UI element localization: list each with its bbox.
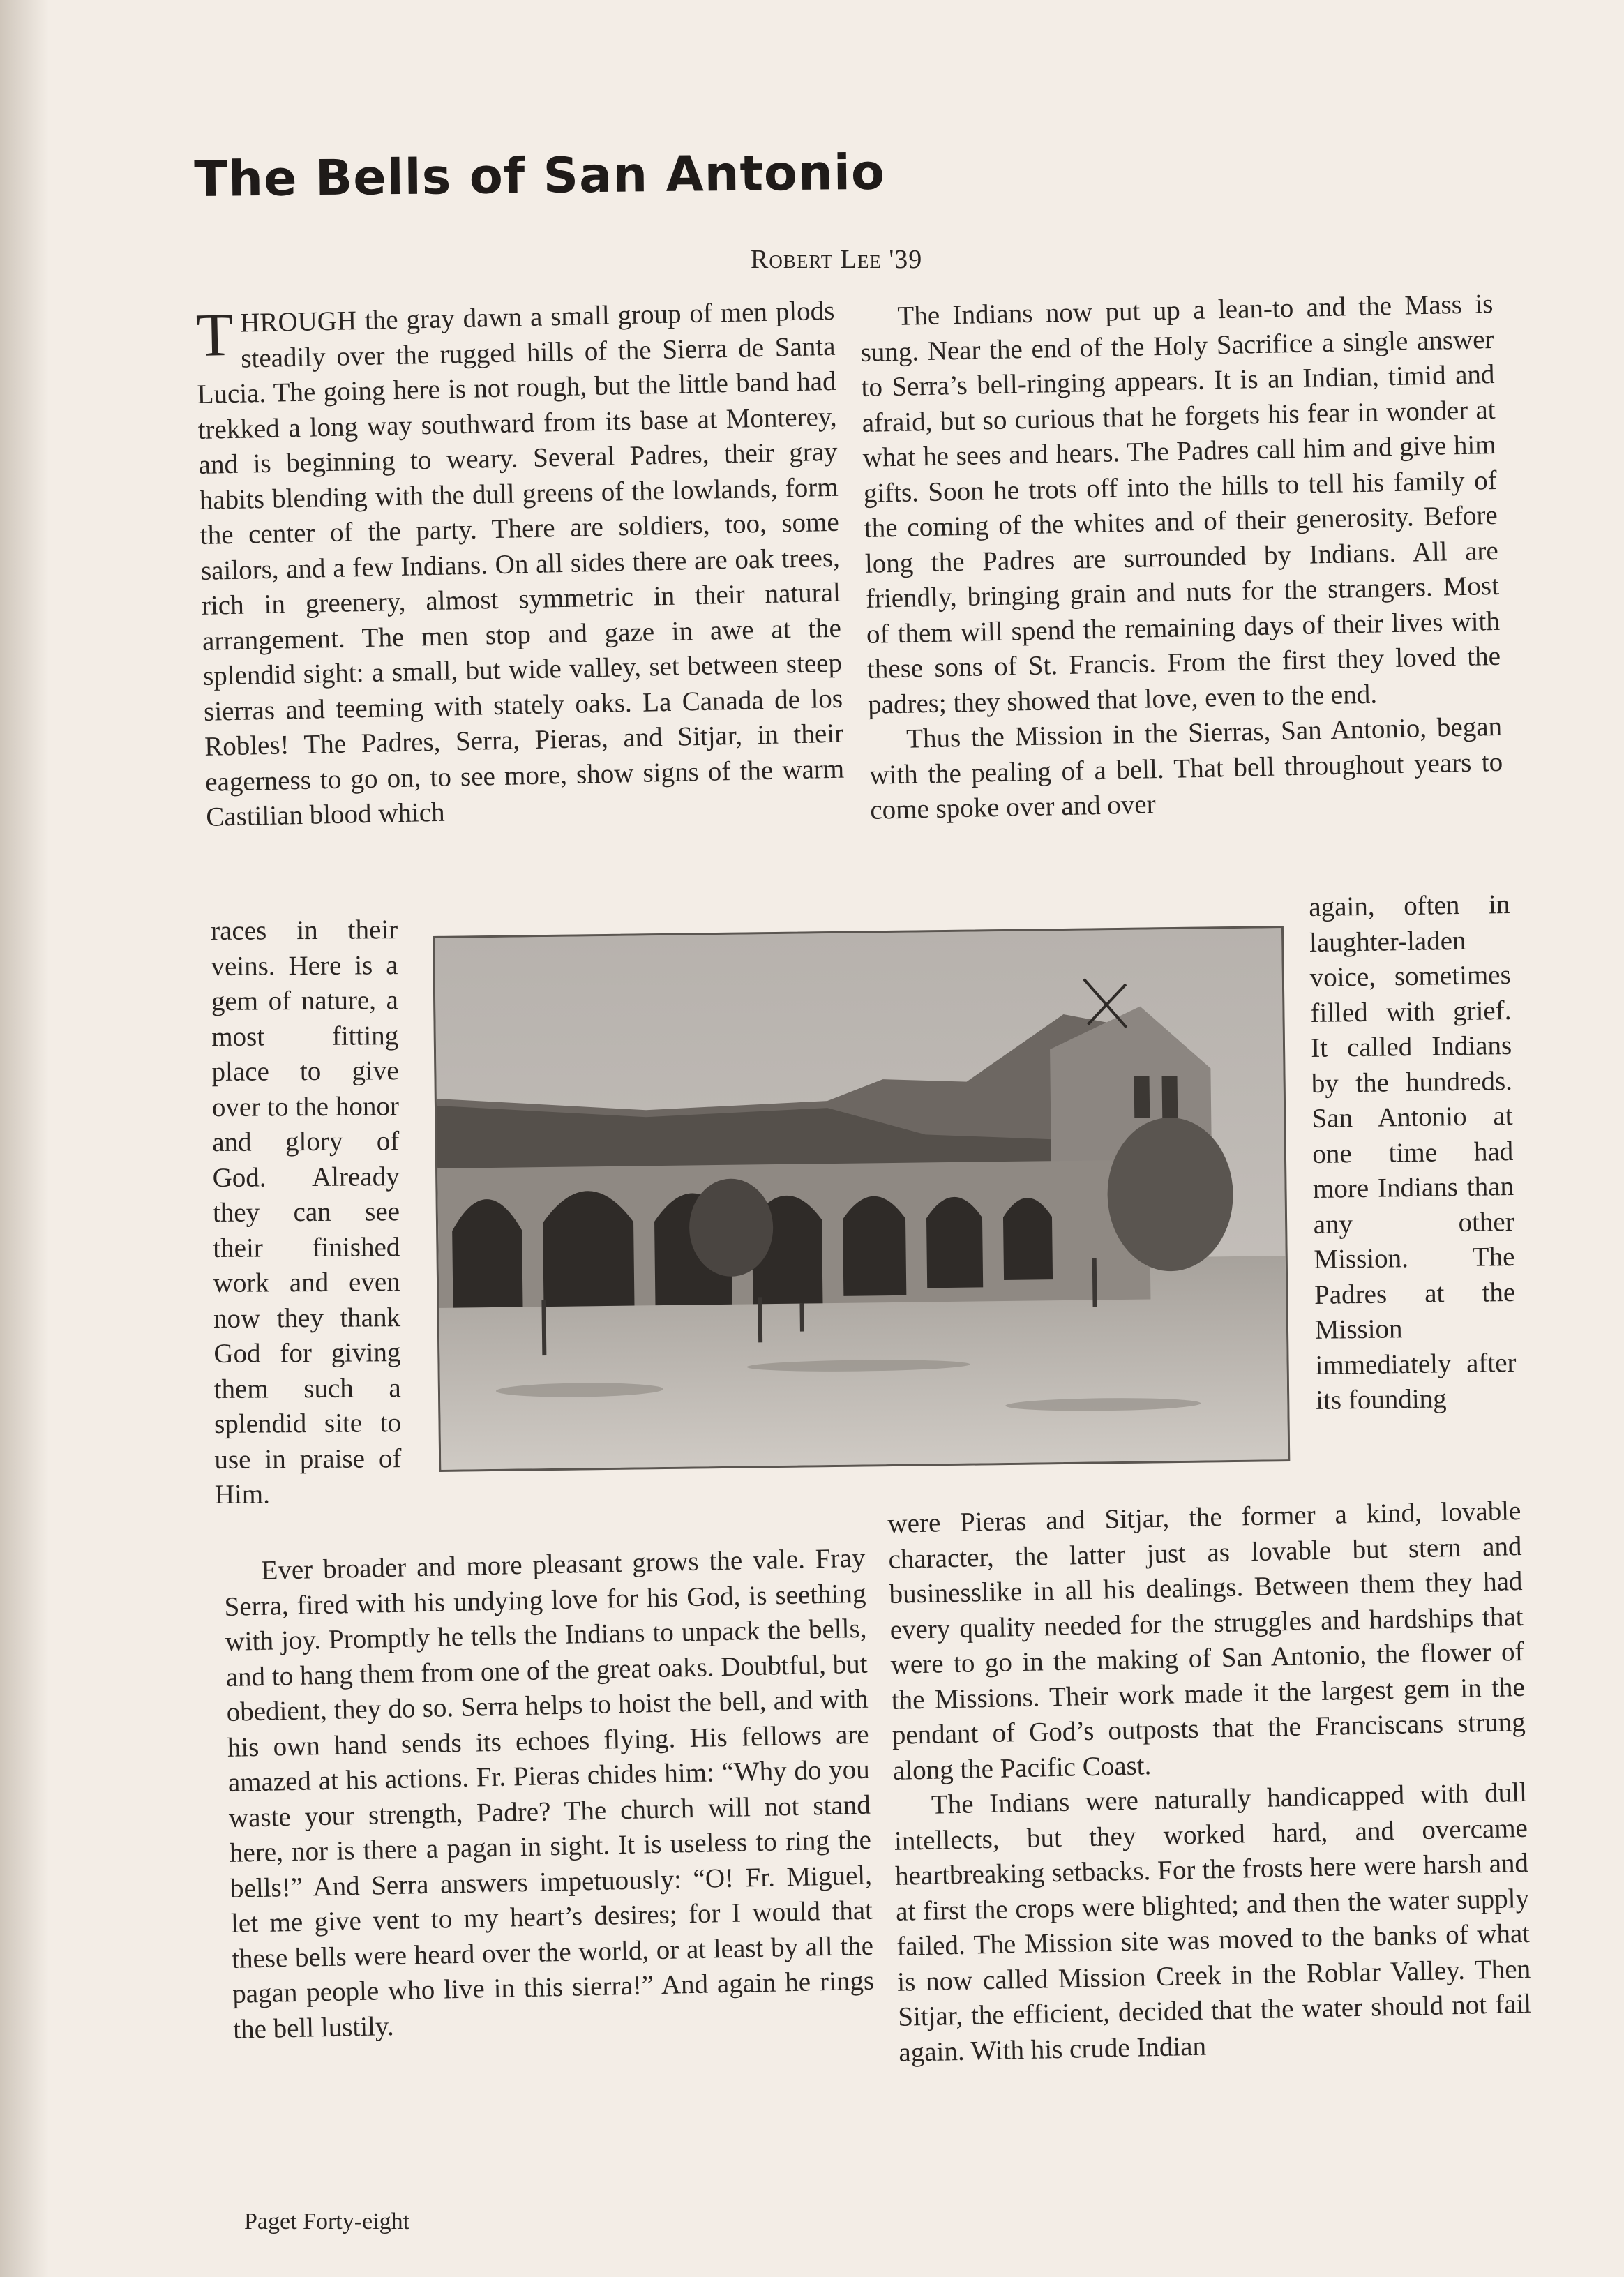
right-paragraph-1: The Indians now put up a lean-to and the Mass is sung. Near the end of the Holy Sacrifice a single answer to Serra’s bell-ringing appears. It is an Indian, timid and afraid, but so curious that he forgets his fear in wonder at what he sees and hears. The Padres call him and give him gifts. Soon he trots off into the hills to tell his family of the coming of the whites and of their generosity. Before long the Padres are surrounded by Indians. All are friendly, bringing grain and nuts for the strangers. Most of them will spend the remaining days of their lives with these sons of St. Francis. From the first they loved the padres; they showed that love, even to the end.: [860, 288, 1501, 720]
right-column-bottom: [887, 1494, 1533, 2071]
left-wrap-text: races in their veins. Here is a gem of nature, a most fitting place to give over to the honor and glory of God. Already they can see their finished work and even now they thank God for giving them such a splendid site to use in praise of Him.: [211, 915, 402, 1510]
right-wrap-text: again, often in laughter-laden voice, sometimes filled with grief. It called Indians by the hundreds. San Antonio at one time had more Indians than any other Mission. The Padres at the Mission immediately after its founding: [1309, 889, 1517, 1415]
right-paragraph-2: Thus the Mission in the Sierras, San Antonio, began with the pealing of a bell. That bell throughout years to come spoke over and over: [869, 711, 1503, 825]
right-bottom-paragraph-2: The Indians were naturally handicapped with dull intellects, but they worked hard, and overcame heartbreaking setbacks. For the frosts here were harsh and at first the crops were blighted; and then the water supply failed. The Mission site was moved to the banks of what is now called Mission Creek in the Roblar Valley. Then Sitjar, the efficient, decided that the water should not fail again. With his crude Indian: [894, 1777, 1532, 2068]
article-author: Robert Lee '39: [751, 245, 923, 274]
mission-ruins-photo: [433, 926, 1290, 1472]
binding-shadow: [0, 0, 49, 2277]
left-wrap-column: [211, 912, 402, 1512]
right-bottom-paragraph-1: were Pieras and Sitjar, the former a kind, lovable character, the latter just as lovable but stern and businesslike in all his dealings. Between them they had every quality needed for the struggles and hardships that were to go in the making of San Antonio, the flower of the Missions. Their work made it the largest gem in the pendant of God’s outposts that the Franciscans strung along the Pacific Coast.: [887, 1495, 1526, 1786]
right-wrap-column: [1309, 887, 1517, 1418]
opening-paragraph: [195, 294, 845, 836]
opening-text: HROUGH the gray dawn a small group of men plods steadily over the rugged hills of the Sierra de Santa Lucia. The going here is not rough, but the little band had trekked a long way southward from its base at Monterey, and is beginning to weary. Several Padres, their gray habits blending with the dull greens of the lowlands, form the center of the party. There are soldiers, too, some sailors, and a few Indians. On all sides there are oak trees, rich in greenery, almost symmetric in their natural arrangement. The men stop and gaze in awe at the splendid sight: a small, but wide valley, set between steep sierras and teeming with stately oaks. La Canada de los Robles! The Padres, Serra, Pieras, and Sitjar, in their eagerness to go on, to see more, show signs of the warm Castilian blood which: [197, 295, 845, 832]
right-column-top: [859, 287, 1504, 828]
left-bottom-paragraph: Ever broader and more pleasant grows the vale. Fray Serra, fired with his undying love for his God, is seething with joy. Promptly he tells the Indians to unpack the bells, and to hang them from one of the great oaks. Doubtful, but obedient, they do so. Serra helps to hoist the bell, and with his own hand sends its echoes flying. His fellows are amazed at his actions. Fr. Pieras chides him: “Why do you waste your strength, Padre? The church will not stand here, nor is there a pagan in sight. It is useless to ring the bells!” And Serra answers impetuously: “O! Fr. Miguel, let me give vent to my heart’s desires; for I would that these bells were heard over the world, or at least by all the pagan people who live in this sierra!” And again he rings the bell lustily.: [224, 1542, 875, 2045]
page-number-label: Paget Forty-eight: [244, 2209, 410, 2234]
left-column-top: [195, 294, 845, 836]
left-column-bottom: [223, 1541, 875, 2047]
drop-cap: T: [195, 301, 234, 370]
mission-ruins-illustration: [435, 928, 1288, 1470]
page-footer: [244, 2209, 409, 2235]
article-title: The Bells of San Antonio: [194, 143, 886, 208]
